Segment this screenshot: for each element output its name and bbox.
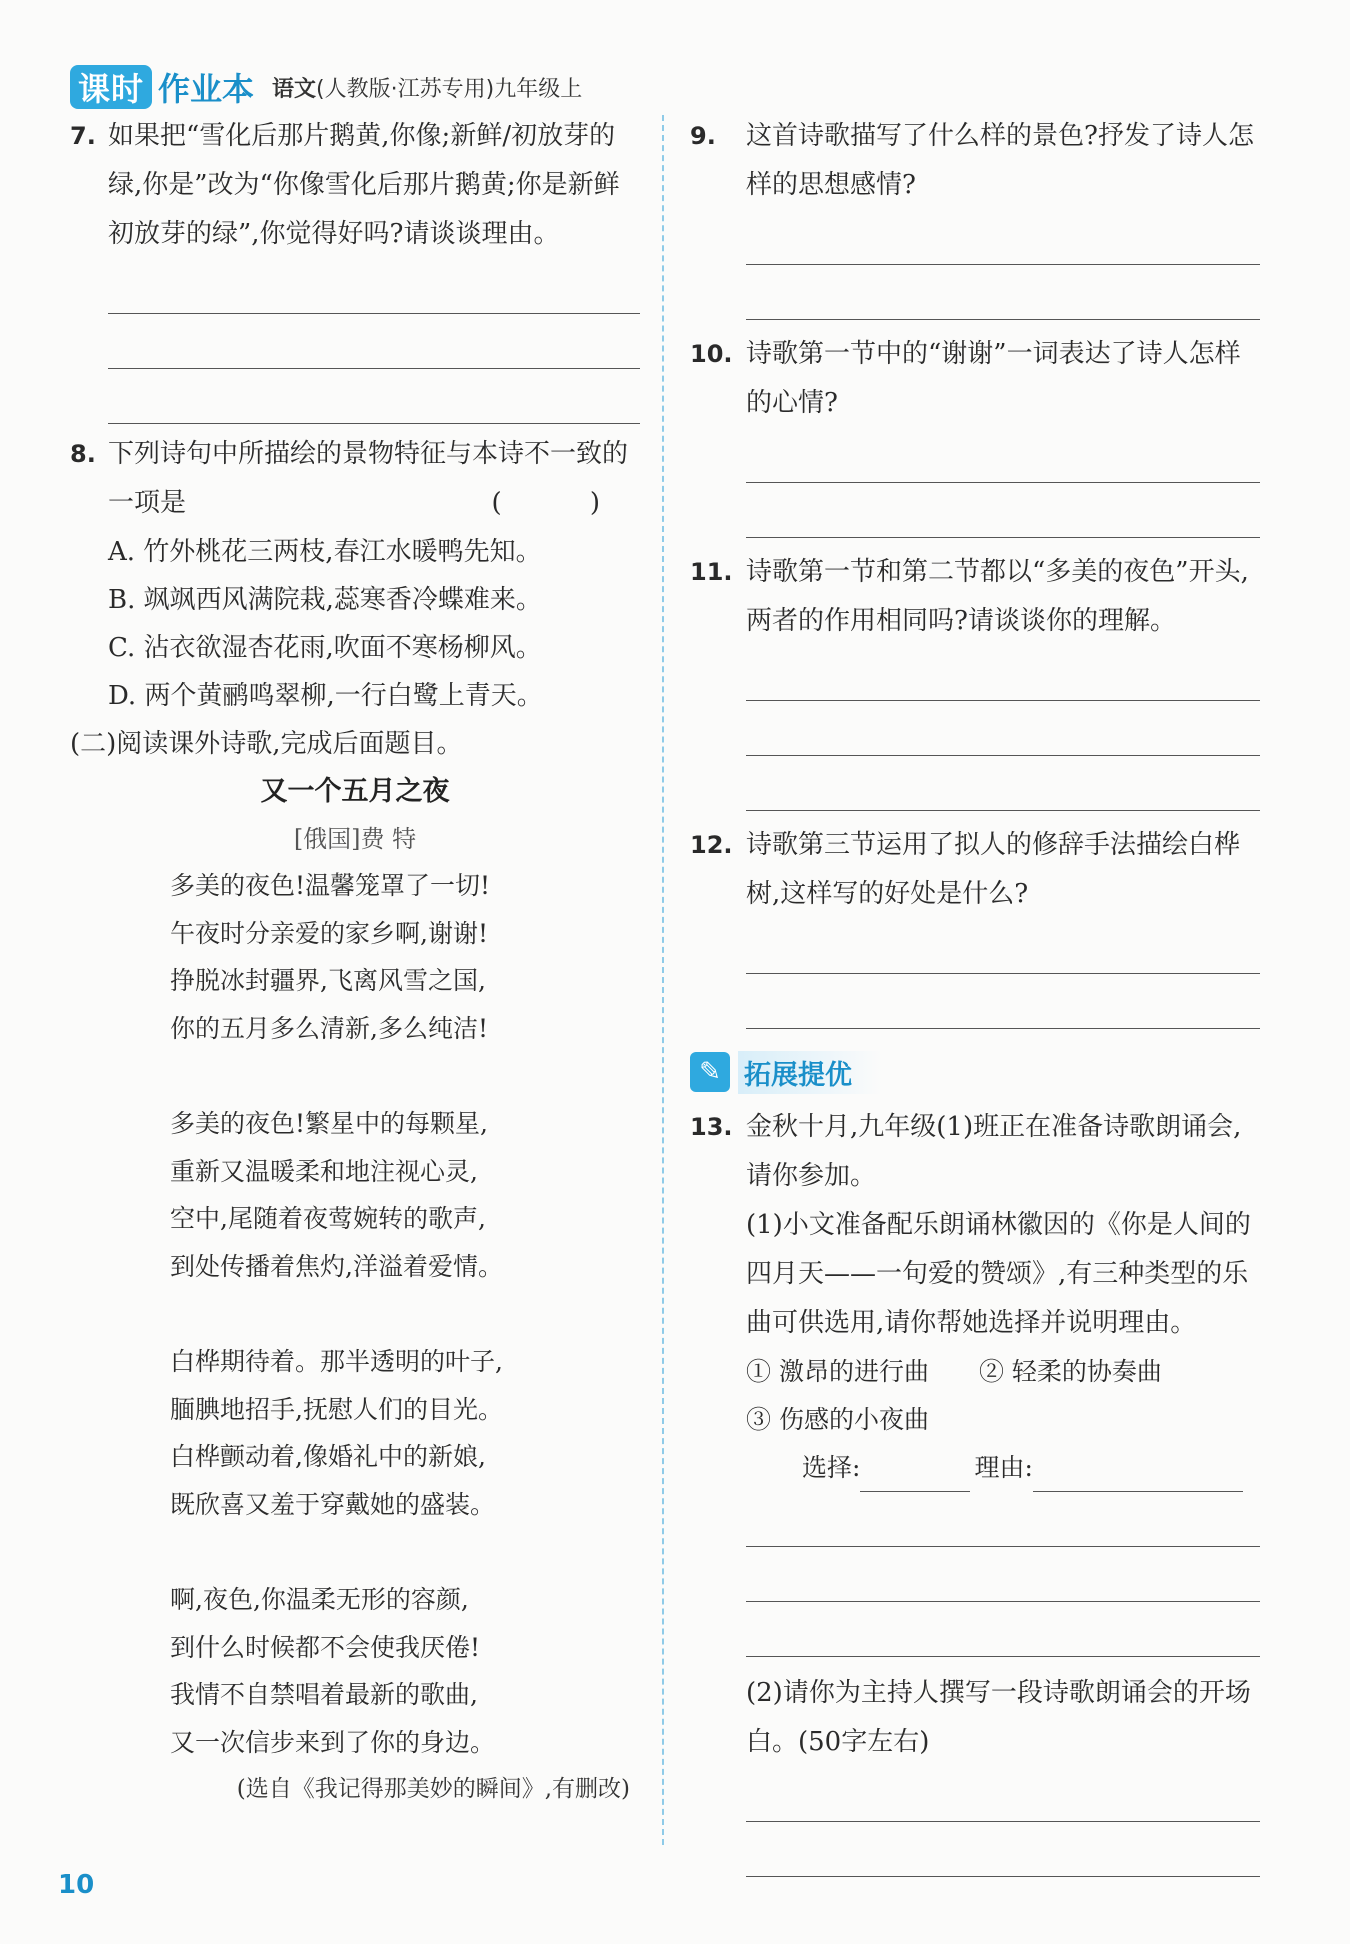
poem-line: 你的五月多么清新,多么纯洁!: [170, 1013, 488, 1043]
question-number: 8.: [70, 440, 96, 468]
choice-item: ① 激昂的进行曲: [746, 1357, 929, 1386]
answer-line[interactable]: [746, 756, 1260, 811]
question-11: [690, 548, 1260, 646]
question-number: 13.: [690, 1113, 733, 1141]
poem-line: 到处传播着焦灼,洋溢着爱情。: [170, 1251, 503, 1281]
question-9: [690, 112, 1260, 210]
poem-line: 重新又温暖柔和地注视心灵,: [170, 1156, 478, 1186]
poem-line: 多美的夜色!繁星中的每颗星,: [170, 1109, 488, 1138]
option-d: D. 两个黄鹂鸣翠柳,一行白鹭上青天。: [108, 681, 543, 711]
poem-line: 到什么时候都不会使我厌倦!: [170, 1632, 481, 1662]
pencil-icon: ✎: [690, 1052, 730, 1092]
poem-stanza-4: [170, 1576, 640, 1766]
question-number: 11.: [690, 558, 733, 586]
question-text: 这首诗歌描写了什么样的景色?抒发了诗人怎样的思想感情?: [746, 121, 1254, 200]
subject-label: 语文: [272, 76, 317, 102]
left-column: [70, 112, 640, 1812]
answer-line[interactable]: [108, 369, 640, 424]
poem-stanza-1: [170, 862, 640, 1052]
poem-line: 又一次信步来到了你的身边。: [170, 1727, 496, 1757]
answer-line[interactable]: [746, 1492, 1260, 1547]
edition-label: (人教版·江苏专用)九年级上: [316, 76, 583, 102]
question-12: [690, 821, 1260, 919]
answer-line[interactable]: [746, 265, 1260, 320]
reason-label: 理由:: [974, 1453, 1033, 1482]
poem-stanza-2: [170, 1100, 640, 1290]
option-b: B. 飒飒西风满院栽,蕊寒香冷蝶难来。: [108, 585, 542, 615]
column-divider: [662, 115, 664, 1845]
poem-line: 我情不自禁唱着最新的歌曲,: [170, 1680, 478, 1709]
question-13: [690, 1103, 1260, 1201]
choice-item: ③ 伤感的小夜曲: [746, 1405, 929, 1434]
select-blank[interactable]: [860, 1455, 970, 1492]
poem-line: 挣脱冰封疆界,飞离风雪之国,: [170, 966, 486, 995]
choice-item: ② 轻柔的协奏曲: [978, 1357, 1162, 1386]
brand-logo-box: 课时: [70, 65, 152, 109]
poem-author: [俄国]费 特: [293, 825, 417, 853]
question-text: 金秋十月,九年级(1)班正在准备诗歌朗诵会,请你参加。: [746, 1112, 1242, 1191]
poem-source: (选自《我记得那美妙的瞬间》,有删改): [236, 1776, 630, 1802]
answer-line[interactable]: [746, 428, 1260, 483]
answer-line[interactable]: [746, 919, 1260, 974]
answer-line[interactable]: [108, 314, 640, 369]
reason-blank[interactable]: [1033, 1455, 1243, 1492]
brand-text: 作业本: [158, 70, 255, 108]
answer-line[interactable]: [746, 1547, 1260, 1602]
poem-line: 空中,尾随着夜莺婉转的歌声,: [170, 1204, 486, 1233]
sub-question-2: (2)请你为主持人撰写一段诗歌朗诵会的开场白。(50字左右): [746, 1678, 1251, 1757]
question-text: 诗歌第一节中的“谢谢”一词表达了诗人怎样的心情?: [746, 339, 1241, 418]
answer-line[interactable]: [746, 483, 1260, 538]
answer-line[interactable]: [746, 974, 1260, 1029]
answer-bracket[interactable]: ( ): [491, 488, 640, 518]
answer-line[interactable]: [746, 701, 1260, 756]
question-number: 10.: [690, 340, 733, 368]
sub-question-1: (1)小文准备配乐朗诵林徽因的《你是人间的四月天——一句爱的赞颂》,有三种类型的乐曲可供选用,请你帮她选择并说明理由。: [746, 1210, 1251, 1338]
option-c: C. 沾衣欲湿杏花雨,吹面不寒杨柳风。: [108, 633, 542, 663]
question-number: 12.: [690, 831, 733, 859]
poem-stanza-3: [170, 1338, 640, 1528]
answer-line[interactable]: [746, 646, 1260, 701]
poem-line: 腼腆地招手,抚慰人们的目光。: [170, 1394, 503, 1424]
music-choices: [690, 1396, 1260, 1444]
question-text: 诗歌第一节和第二节都以“多美的夜色”开头,两者的作用相同吗?请谈谈你的理解。: [746, 557, 1249, 636]
question-text: 诗歌第三节运用了拟人的修辞手法描绘白桦树,这样写的好处是什么?: [746, 830, 1241, 909]
extension-section-header: [690, 1049, 1260, 1095]
poem-line: 午夜时分亲爱的家乡啊,谢谢!: [170, 918, 488, 948]
option-a: A. 竹外桃花三两枝,春江水暖鸭先知。: [108, 537, 542, 567]
select-reason-row: [690, 1444, 1260, 1492]
header-subtitle: [272, 72, 582, 103]
question-number: 9.: [690, 122, 716, 150]
answer-line[interactable]: [746, 1822, 1260, 1877]
poem-line: 啊,夜色,你温柔无形的容颜,: [170, 1585, 469, 1614]
answer-line[interactable]: [746, 1602, 1260, 1657]
answer-line[interactable]: [746, 210, 1260, 265]
poem-line: 白桦颤动着,像婚礼中的新娘,: [170, 1442, 486, 1471]
answer-line[interactable]: [108, 259, 640, 314]
poem-title: 又一个五月之夜: [260, 776, 450, 807]
select-label: 选择:: [802, 1453, 861, 1482]
music-choices: [690, 1348, 1260, 1396]
poem-line: 既欣喜又羞于穿戴她的盛装。: [170, 1489, 496, 1519]
question-8: [70, 430, 640, 528]
extension-section-title: 拓展提优: [738, 1051, 882, 1094]
answer-line[interactable]: [746, 1767, 1260, 1822]
question-text: 如果把“雪化后那片鹅黄,你像;新鲜/初放芽的绿,你是”改为“你像雪化后那片鹅黄;你是新鲜初放芽的绿”,你觉得好吗?请谈谈理由。: [108, 121, 620, 249]
question-text: 下列诗句中所描绘的景物特征与本诗不一致的一项是: [108, 439, 629, 518]
poem-body: [70, 862, 640, 1766]
question-7: [70, 112, 640, 259]
page-number: 10: [58, 1870, 95, 1900]
page-header: [70, 62, 582, 112]
right-column: [690, 112, 1260, 1877]
poem-line: 多美的夜色!温馨笼罩了一切!: [170, 871, 491, 900]
question-10: [690, 330, 1260, 428]
poem-line: 白桦期待着。那半透明的叶子,: [170, 1347, 503, 1376]
question-number: 7.: [70, 122, 96, 150]
section-heading: (二)阅读课外诗歌,完成后面题目。: [70, 729, 463, 759]
